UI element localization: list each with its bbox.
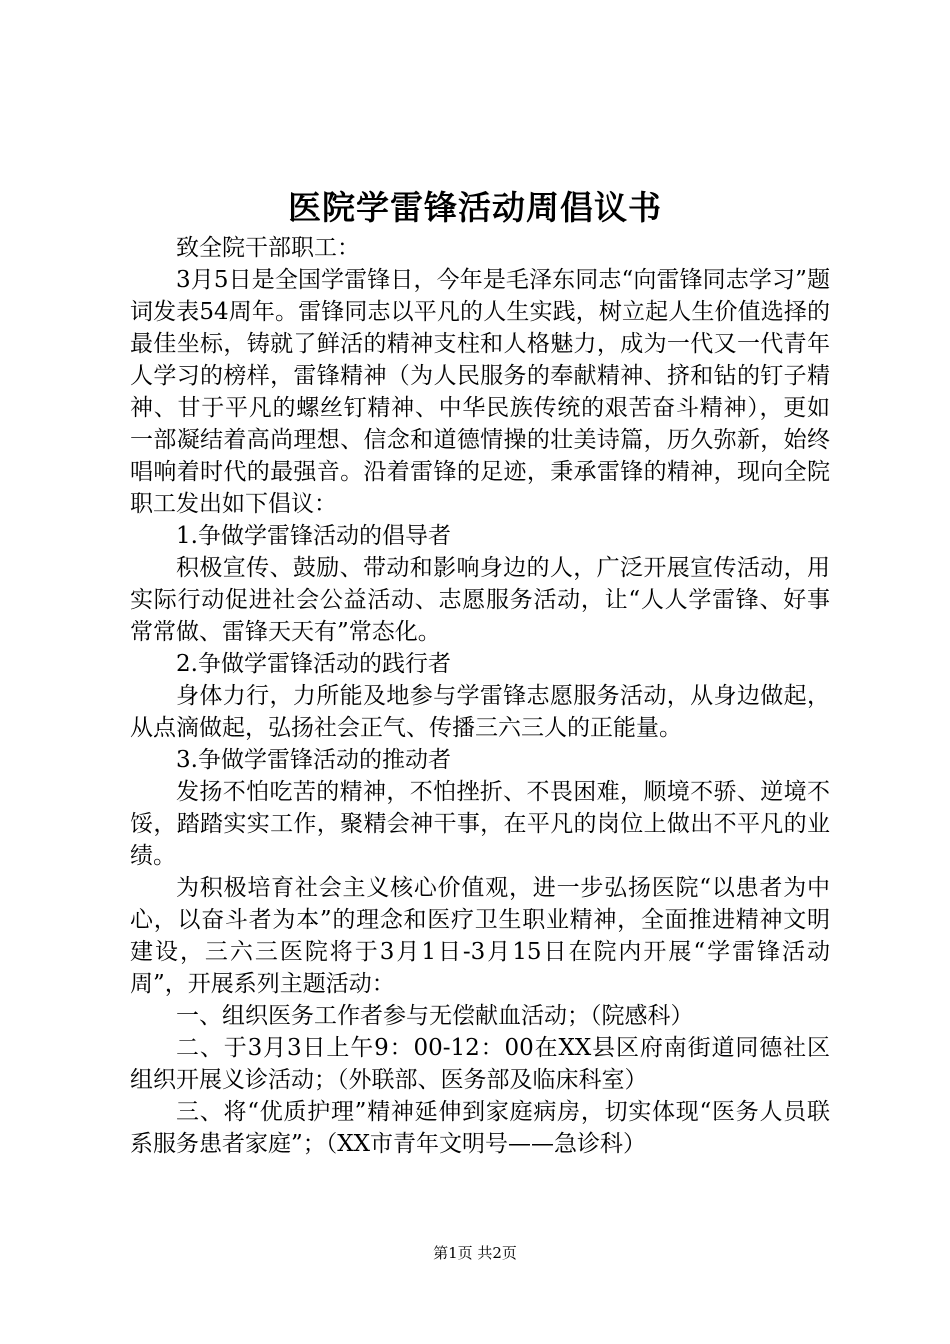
proposal-heading-3: 3.争做学雷锋活动的推动者 (176, 747, 451, 773)
page-footer: 第1页 共2页 (433, 1244, 517, 1262)
proposal-text-1: 积极宣传、鼓励、带动和影响身边的人，广泛开展宣传活动，用实际行动促进社会公益活动、志愿服务活动，让“人人学雷锋、好事常常做、雷锋天天有”常态化。 (130, 555, 830, 645)
proposal-heading-2: 2.争做学雷锋活动的践行者 (176, 651, 451, 677)
proposal-text-2: 身体力行，力所能及地参与学雷锋志愿服务活动，从身边做起，从点滴做起，弘扬社会正气、传播三六三人的正能量。 (130, 683, 830, 741)
document-body (130, 232, 830, 1160)
proposal-text-3: 发扬不怕吃苦的精神，不怕挫折、不畏困难，顺境不骄、逆境不馁，踏踏实实工作，聚精会神干事，在平凡的岗位上做出不平凡的业绩。 (130, 779, 830, 869)
activity-item-2: 二、于3月3日上午9：00-12：00在XX县区府南街道同德社区组织开展义诊活动；（外联部、医务部及临床科室） (130, 1035, 830, 1093)
document-title: 医院学雷锋活动周倡议书 (288, 188, 662, 227)
proposal-heading-1: 1.争做学雷锋活动的倡导者 (176, 523, 451, 549)
salutation: 致全院干部职工： (176, 235, 360, 261)
activity-item-1: 一、组织医务工作者参与无偿献血活动；（院感科） (176, 1003, 694, 1029)
intro-paragraph: 3月5日是全国学雷锋日，今年是毛泽东同志“向雷锋同志学习”题词发表54周年。雷锋同志以平凡的人生实践，树立起人生价值选择的最佳坐标，铸就了鲜活的精神支柱和人格魅力，成为一代又一代青年人学习的榜样，雷锋精神（为人民服务的奉献精神、挤和钻的钉子精神、甘于平凡的螺丝钉精神、中华民族传统的艰苦奋斗精神），更如一部凝结着高尚理想、信念和道德情操的壮美诗篇，历久弥新，始终唱响着时代的最强音。沿着雷锋的足迹，秉承雷锋的精神，现向全院职工发出如下倡议： (130, 267, 830, 517)
activity-week-paragraph: 为积极培育社会主义核心价值观，进一步弘扬医院“以患者为中心，以奋斗者为本”的理念和医疗卫生职业精神，全面推进精神文明建设，三六三医院将于3月1日-3月15日在院内开展“学雷锋活动周”，开展系列主题活动： (130, 875, 830, 997)
activity-item-3: 三、将“优质护理”精神延伸到家庭病房，切实体现“医务人员联系服务患者家庭”；（XX市青年文明号——急诊科） (130, 1099, 830, 1157)
